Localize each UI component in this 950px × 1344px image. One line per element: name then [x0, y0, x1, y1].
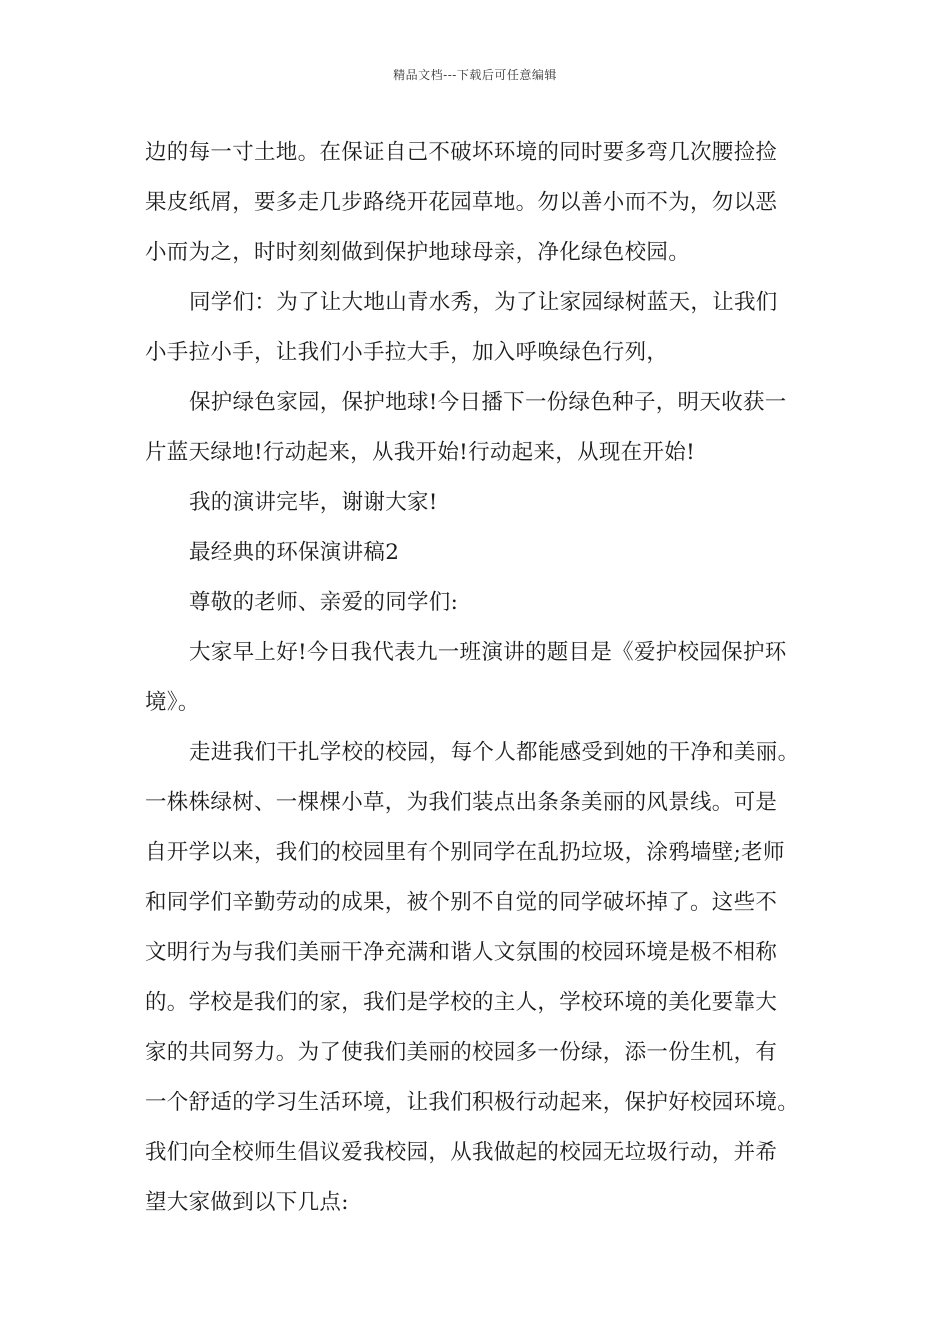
text-line: 我们向全校师生倡议爱我校园，从我做起的校园无垃圾行动，并希: [145, 1140, 778, 1165]
text-line: 保护绿色家园，保护地球!今日播下一份绿色种子，明天收获一: [189, 390, 787, 415]
text-line: 边的每一寸土地。在保证自己不破坏环境的同时要多弯几次腰捡捡: [145, 140, 778, 165]
text-line: 的。学校是我们的家，我们是学校的主人，学校环境的美化要靠大: [145, 990, 778, 1015]
text-line: 一个舒适的学习生活环境，让我们积极行动起来，保护好校园环境。: [145, 1090, 800, 1115]
text-line: 境》。: [145, 690, 200, 715]
text-line: 和同学们辛勤劳动的成果，被个别不自觉的同学破坏掉了。这些不: [145, 890, 778, 915]
text-line: 片蓝天绿地!行动起来，从我开始!行动起来，从现在开始!: [145, 440, 696, 465]
text-line: 小手拉小手，让我们小手拉大手，加入呼唤绿色行列，: [145, 340, 669, 365]
text-line: 同学们：为了让大地山青水秀，为了让家园绿树蓝天，让我们: [189, 290, 778, 315]
text-line: 最经典的环保演讲稿2: [189, 540, 400, 565]
text-line: 走进我们干扎学校的校园，每个人都能感受到她的干净和美丽。: [189, 740, 800, 765]
text-line: 大家早上好!今日我代表九一班演讲的题目是《爱护校园保护环: [189, 640, 787, 665]
text-line: 自开学以来，我们的校园里有个别同学在乱扔垃圾，涂鸦墙壁;老师: [145, 840, 785, 865]
text-line: 文明行为与我们美丽干净充满和谐人文氛围的校园环境是极不相称: [145, 940, 778, 965]
text-line: 我的演讲完毕，谢谢大家!: [189, 490, 438, 515]
text-line: 望大家做到以下几点:: [145, 1190, 349, 1215]
text-line: 家的共同努力。为了使我们美丽的校园多一份绿，添一份生机，有: [145, 1040, 778, 1065]
text-line: 果皮纸屑，要多走几步路绕开花园草地。勿以善小而不为，勿以恶: [145, 190, 778, 215]
document-body: [145, 128, 815, 1228]
text-line: 尊敬的老师、亲爱的同学们:: [189, 590, 459, 615]
text-line: 小而为之，时时刻刻做到保护地球母亲，净化绿色校园。: [145, 240, 691, 265]
text-line: 一株株绿树、一棵棵小草，为我们装点出条条美丽的风景线。可是: [145, 790, 778, 815]
page-header: 精品文档---下载后可任意编辑: [393, 68, 557, 82]
